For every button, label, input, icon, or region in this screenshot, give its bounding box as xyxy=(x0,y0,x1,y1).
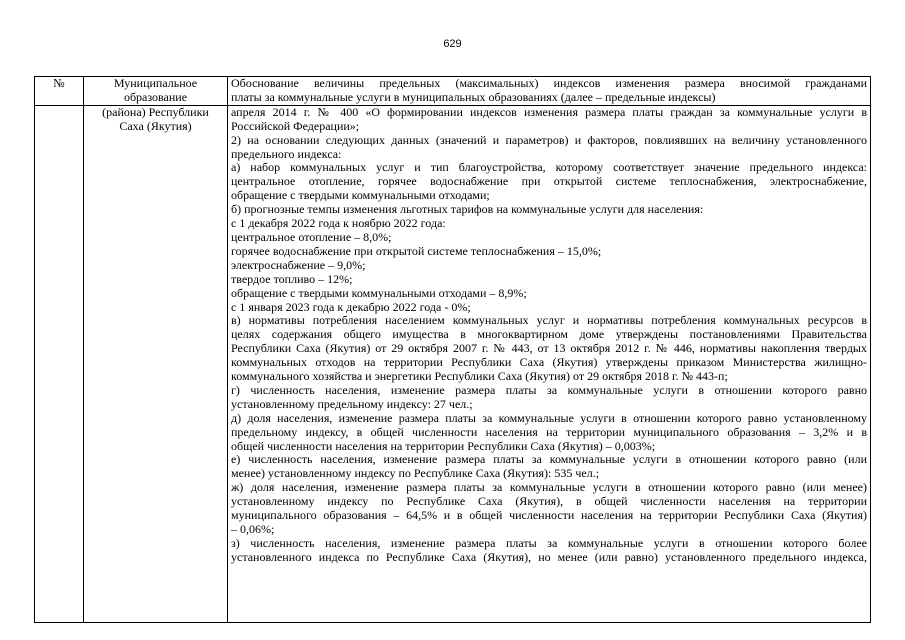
justification-line: муниципального образования – 64,5% и в общей численности населения на территории Республики Саха (Якутия) xyxy=(231,508,867,523)
header-municipality xyxy=(84,77,228,106)
justification-line: коммунального хозяйства и энергетики Республики Саха (Якутия) от 29 октября 2018 г. № 443-п; xyxy=(231,369,728,384)
indices-table xyxy=(34,76,871,623)
justification-line: Российской Федерации»; xyxy=(231,118,360,133)
header-municipality-line: Муниципальное xyxy=(113,76,198,90)
justification-line: целях содержания общего имущества в многоквартирном доме утверждены постановлениями Правительства xyxy=(231,327,867,342)
header-municipality-line: образование xyxy=(123,89,188,104)
header-justification-line: платы за коммунальные услуги в муниципальных образованиях (далее – предельные индексы) xyxy=(231,89,716,104)
justification-line: с 1 января 2023 года к декабрю 2022 года - 0%; xyxy=(231,299,471,314)
justification-line: а) набор коммунальных услуг и тип благоустройства, которому соответствует значение предельного индекса: xyxy=(231,160,867,175)
row-municipality-line: Саха (Якутия) xyxy=(119,118,192,133)
justification-line: центральное отопление – 8,0%; xyxy=(231,229,392,244)
justification-line: обращение с твердыми коммунальными отходами; xyxy=(231,188,490,203)
justification-line: обращение с твердыми коммунальными отходами – 8,9%; xyxy=(231,285,527,300)
justification-line: б) прогнозные темпы изменения льготных тарифов на коммунальные услуги для населения: xyxy=(231,202,704,217)
row-municipality-line: (района) Республики xyxy=(102,104,209,119)
justification-line: апреля 2014 г. № 400 «О формировании индексов изменения размера платы граждан за коммунальные услуги в xyxy=(231,104,867,119)
justification-line: – 0,06%; xyxy=(231,522,275,536)
justification-line: предельного индекса: xyxy=(231,146,342,161)
justification-line: с 1 декабря 2022 года к ноябрю 2022 года: xyxy=(231,216,446,231)
justification-line: 2) на основании следующих данных (значений и параметров) и факторов, повлиявших на величину установленного xyxy=(231,132,867,147)
justification-line: общей численности населения на территории Республики Саха (Якутия) – 0,003%; xyxy=(231,438,656,453)
justification-line: в) нормативы потребления населением коммунальных услуг и нормативы потребления коммунальных ресурсов в xyxy=(231,313,867,328)
header-number: № xyxy=(35,77,84,106)
table-row xyxy=(35,105,871,622)
justification-line: менее) установленному индексу по Республике Саха (Якутия): 535 чел.; xyxy=(231,466,600,481)
justification-line: установленному предельному индексу: 27 чел.; xyxy=(231,396,473,411)
justification-line: предельному индексу, в общей численности населения на территории муниципального образования – 3,2% и в xyxy=(231,424,867,439)
justification-line: установленного индекса по Республике Саха (Якутия), но менее (или равно) установленного предельного индекса, xyxy=(231,549,867,564)
table-header-row xyxy=(35,77,871,106)
justification-line: Республики Саха (Якутия) от 29 октября 2007 г. № 443, от 13 октября 2012 г. № 446, нормативы накопления твердых xyxy=(231,341,867,356)
justification-line: коммунальных отходов на территории Республики Саха (Якутия) утверждены приказом Министерства жилищно- xyxy=(231,355,867,370)
justification-line: ж) доля населения, изменение размера платы за коммунальные услуги в отношении которого равно (или менее) xyxy=(231,480,867,495)
justification-line: з) численность населения, изменение размера платы за коммунальные услуги в отношении которого более xyxy=(231,535,867,550)
justification-line: горячее водоснабжение при открытой системе теплоснабжения – 15,0%; xyxy=(231,243,602,258)
row-justification-text xyxy=(228,105,871,622)
justification-line: д) доля населения, изменение размера платы за коммунальные услуги в отношении которого равно установленному xyxy=(231,410,867,425)
header-justification-line: Обоснование величины предельных (максимальных) индексов изменения размера вносимой гражданами xyxy=(231,76,867,90)
justification-line: твердое топливо – 12%; xyxy=(231,271,353,286)
justification-line: электроснабжение – 9,0%; xyxy=(231,257,366,272)
row-number xyxy=(35,105,84,622)
header-justification xyxy=(228,77,871,106)
justification-line: г) численность населения, изменение размера платы за коммунальные услуги в отношении которого равно xyxy=(231,382,867,397)
page-number: 629 xyxy=(443,38,462,50)
justification-line: центральное отопление, горячее водоснабжение при открытой системе теплоснабжения, электроснабжение, xyxy=(231,174,867,189)
justification-line: установленному индексу по Республике Саха (Якутия), в общей численности населения на территории xyxy=(231,494,867,509)
row-municipality xyxy=(84,105,228,622)
justification-line: е) численность населения, изменение размера платы за коммунальные услуги в отношении которого равно (или xyxy=(231,452,867,467)
